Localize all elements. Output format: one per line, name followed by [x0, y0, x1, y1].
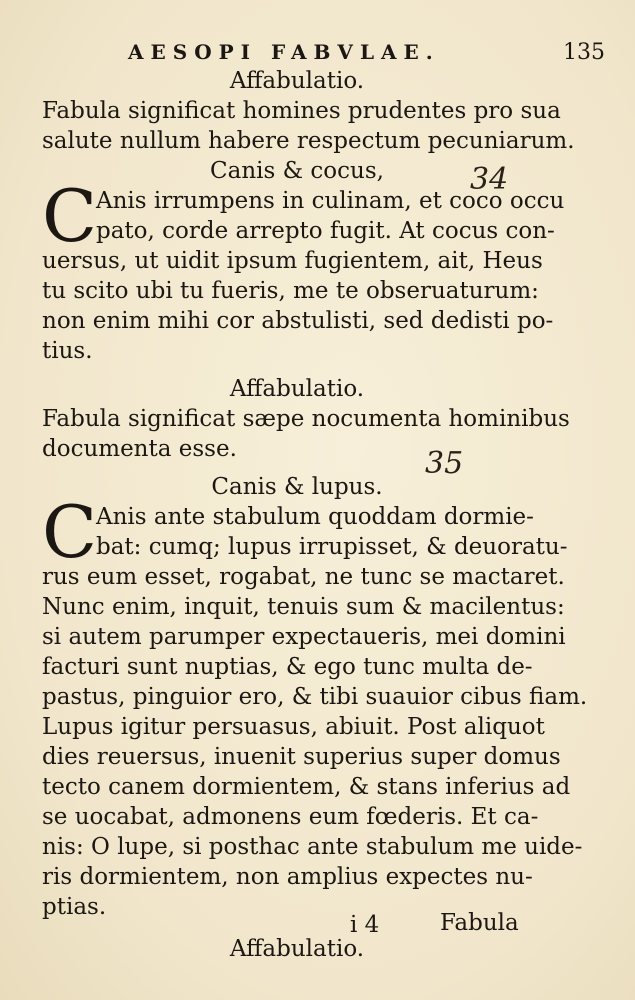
text-line: Anis irrumpens in culinam, et coco occu [96, 188, 565, 214]
section-heading: Affabulatio. [229, 68, 365, 94]
text-line: non enim mihi cor abstulisti, sed dedisti po- [42, 308, 554, 334]
text-line: facturi sunt nuptias, & ego tunc multa de- [42, 654, 533, 680]
fable-title: Canis & cocus, [210, 158, 384, 184]
text-line: tu scito ubi tu fueris, me te obseruaturum: [42, 278, 539, 304]
handwritten-number: 34 [470, 162, 509, 197]
text-line: se uocabat, admonens eum fœderis. Et ca- [42, 804, 539, 830]
text-line: uersus, ut uidit ipsum fugientem, ait, Heus [42, 248, 543, 274]
text-line: Anis ante stabulum quoddam dormie- [96, 504, 534, 530]
text-line: si autem parumper expectaueris, mei domini [42, 624, 566, 650]
text-line: ris dormientem, non amplius expectes nu- [42, 864, 533, 890]
section-heading: Affabulatio. [229, 376, 365, 402]
signature-mark: i 4 [350, 912, 380, 938]
text-line: tecto canem dormientem, & stans inferius ad [42, 774, 571, 800]
text-line: salute nullum habere respectum pecuniarum. [42, 128, 575, 154]
drop-cap-initial: C [42, 490, 98, 574]
running-title: AESOPI FABVLAE. [128, 40, 440, 64]
drop-cap-paragraph [42, 490, 568, 574]
handwritten-number: 35 [425, 446, 464, 481]
text-line: Fabula significat homines prudentes pro sua [42, 98, 561, 124]
text-line: Lupus igitur persuasus, abiuit. Post aliquot [42, 714, 545, 740]
text-line: Fabula significat sæpe nocumenta hominibus [42, 406, 570, 432]
text-line: Nunc enim, inquit, tenuis sum & macilentus: [42, 594, 565, 620]
text-line: documenta esse. [42, 436, 237, 462]
section-heading: Affabulatio. [229, 936, 365, 962]
text-line: bat: cumq; lupus irrupisset, & deuoratu- [96, 534, 568, 560]
drop-cap-initial: C [42, 174, 98, 258]
fable-title: Canis & lupus. [211, 474, 383, 500]
page-number: 135 [563, 40, 605, 65]
text-line: tius. [42, 338, 93, 364]
text-line: ptias. [42, 894, 107, 920]
text-line: pastus, pinguior ero, & tibi suauior cibus fiam. [42, 684, 588, 710]
text-block [42, 66, 588, 964]
text-line: dies reuersus, inuenit superius super domus [42, 744, 561, 770]
text-line: rus eum esset, rogabat, ne tunc se mactaret. [42, 564, 565, 590]
text-line: pato, corde arrepto fugit. At cocus con- [96, 218, 555, 244]
catchword: Fabula [440, 910, 519, 936]
text-line: nis: O lupe, si posthac ante stabulum me uide- [42, 834, 583, 860]
